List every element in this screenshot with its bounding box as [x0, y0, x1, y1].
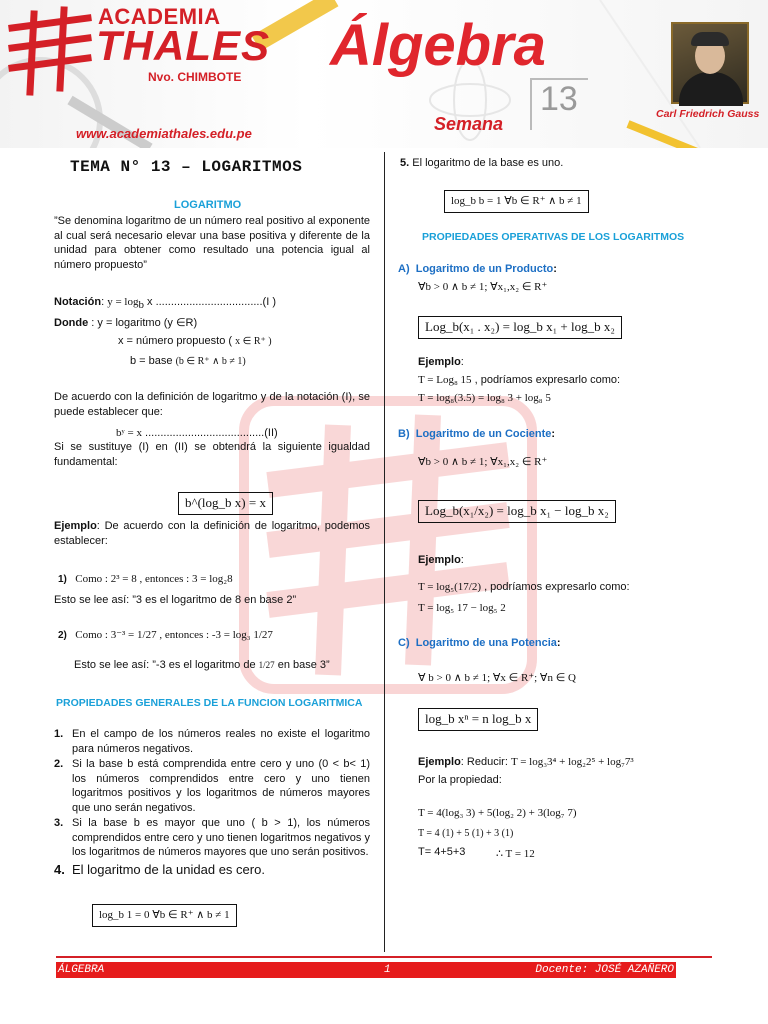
donde-b: [130, 354, 246, 370]
notacion-base: b: [138, 299, 144, 312]
example-1: [58, 572, 233, 588]
item-5: [400, 156, 563, 171]
subsection-b: B) Logaritmo de un Cociente:: [398, 428, 556, 440]
subsection-c-condition: ∀ b > 0 ∧ b ≠ 1; ∀x ∈ R⁺; ∀n ∈ Q: [418, 672, 576, 684]
eq2-dots: .......................................(II): [145, 427, 278, 439]
sustituye-text: Si se sustituye (I) en (II) se obtendrá la siguiente igualdad fundamental:: [54, 441, 370, 468]
example-2: [58, 628, 273, 644]
page-title: TEMA N° 13 – LOGARITMOS: [70, 158, 303, 176]
subsection-b-label: B): [398, 428, 410, 440]
notacion-formula: y = log: [107, 296, 139, 308]
example-2-text: Como : 3⁻³ = 1/27 , entonces : -3 = log₃ 1/27: [75, 629, 273, 641]
subsection-b-example-1: [418, 580, 630, 595]
list-item-text: En el campo de los números reales no existe el logaritmo para números negativos.: [72, 728, 370, 755]
example-2-reading-b: en base 3”: [277, 659, 330, 671]
week-number: 13: [540, 80, 578, 118]
item-5-num: 5.: [400, 157, 410, 169]
subsection-a-label: A): [398, 263, 410, 275]
list-item: [54, 727, 370, 756]
section-heading-logaritmo: LOGARITMO: [174, 199, 242, 211]
ejemplo-label: Ejemplo: [418, 356, 461, 368]
list-item-num: 2.: [54, 758, 64, 770]
list-item: [54, 816, 370, 860]
deacuerdo-text: De acuerdo con la definición de logaritmo y de la notación (I), se puede establecer que:: [54, 391, 370, 418]
subject-title: Álgebra: [330, 13, 546, 78]
power-rule-box: log_b xⁿ = n log_b x: [418, 708, 538, 731]
subsection-a-example-2: T = log₈(3.5) = log₈ 3 + log₈ 5: [418, 392, 551, 404]
fundamental-identity-box: b^(log_b x) = x: [178, 492, 273, 515]
subsection-b-ejemplo: Ejemplo:: [418, 554, 464, 566]
eq2-math: bʸ = x: [116, 427, 142, 439]
donde-x: [118, 334, 272, 350]
list-item-text: Si la base b es mayor que uno ( b > 1), los números comprendidos entre cero y uno tienen logaritmos negativos y los logaritmos de números mayores que uno serán positivos.: [72, 817, 370, 858]
section-heading-propiedades-generales: PROPIEDADES GENERALES DE LA FUNCION LOGARITMICA: [56, 697, 363, 709]
page-footer: [56, 962, 676, 978]
gauss-portrait: [671, 22, 749, 104]
subsection-b-example-2: T = log₅ 17 − log₅ 2: [418, 602, 506, 614]
donde-label: Donde: [54, 317, 89, 329]
subsection-b-condition: ∀b > 0 ∧ b ≠ 1; ∀x₁,x₂ ∈ R⁺: [418, 456, 548, 468]
thales-logo-icon: [8, 6, 92, 96]
donde-y: : y = logaritmo (y ∈R): [91, 317, 198, 329]
list-item: [54, 861, 370, 879]
subsection-a-condition: ∀b > 0 ∧ b ≠ 1; ∀x₁,x₂ ∈ R⁺: [418, 281, 548, 293]
quotient-rule-box: Log_b(x₁/x₂) = log_b x₁ − log_b x₂: [418, 500, 616, 523]
power-example-math: T = log₃3⁴ + log₂2⁵ + log₇7³: [510, 756, 634, 768]
ejemplo-label: Ejemplo: [418, 554, 461, 566]
subsection-a-title: Logaritmo de un Producto: [415, 263, 554, 275]
properties-list: [54, 727, 370, 879]
subsection-a: A) Logaritmo de un Producto:: [398, 263, 557, 275]
subsection-c: C) Logaritmo de una Potencia:: [398, 637, 561, 649]
footer-teacher: Docente: JOSÉ AZAÑERO: [535, 964, 674, 976]
donde-b-text: b = base: [130, 355, 173, 367]
section-heading-propiedades-operativas: PROPIEDADES OPERATIVAS DE LOS LOGARITMOS: [422, 231, 685, 243]
power-result: ∴ T = 12: [496, 848, 535, 860]
quotient-example-text: , podríamos expresarlo como:: [484, 581, 630, 593]
brand-name: THALES: [96, 22, 270, 69]
example-1-text: Como : 2³ = 8 , entonces : 3 = log₂8: [75, 573, 233, 585]
ejemplo-label: Ejemplo: [418, 756, 461, 768]
notacion-rest: x ...................................(I ): [147, 296, 276, 308]
example-2-reading-a: Esto se lee así: ”-3 es el logaritmo de: [74, 659, 256, 671]
website-link[interactable]: www.academiathales.edu.pe: [76, 126, 252, 141]
donde-x-text: x = número propuesto (: [118, 335, 233, 347]
power-step-3: T= 4+5+3: [418, 846, 466, 858]
product-example-math: T = Log₈ 15: [418, 374, 472, 386]
list-item-text: El logaritmo de la unidad es cero.: [72, 861, 265, 877]
power-example-text: : Reducir:: [460, 756, 508, 768]
ejemplo-text: : De acuerdo con la definición de logaritmo, podemos establecer:: [54, 520, 370, 547]
example-1-num: 1): [58, 574, 67, 585]
quotient-example-math: T = log₅(17/2): [418, 581, 481, 593]
portrait-caption: Carl Friedrich Gauss: [656, 108, 760, 120]
notacion-line: Notación: $y = \log_b x$ ...................................(I ): [54, 296, 276, 312]
week-label: Semana: [434, 114, 504, 134]
donde-line: [54, 316, 197, 331]
list-item-text: Si la base b está comprendida entre cero y uno (0 < b< 1) los números comprendidos entre cero y uno tienen logaritmos positivos y los logaritmos de números mayores que uno serán negativos.: [72, 758, 370, 814]
list-item: [54, 757, 370, 815]
example-2-reading: [74, 658, 330, 673]
product-rule-box: Log_b(x₁ . x₂) = log_b x₁ + log_b x₂: [418, 316, 622, 339]
subsection-c-ejemplo: [418, 755, 634, 770]
notacion-label: Notación: [54, 296, 102, 308]
power-step-1: T = 4(log₃ 3) + 5(log₂ 2) + 3(log₇ 7): [418, 807, 577, 819]
subsection-b-title: Logaritmo de un Cociente: [415, 428, 552, 440]
ejemplo-label: Ejemplo: [54, 520, 97, 532]
list-item-num: 3.: [54, 817, 64, 829]
ejemplo-intro: [54, 519, 370, 548]
page-header: [0, 0, 768, 148]
academy-label: ACADEMIA: [98, 4, 221, 29]
branch-name: Nvo. CHIMBOTE: [148, 70, 242, 84]
footer-subject: ÁLGEBRA: [58, 964, 105, 976]
item-5-text: El logaritmo de la base es uno.: [412, 157, 564, 169]
donde-b-math: (b ∈ R⁺ ∧ b ≠ 1): [175, 356, 246, 367]
product-example-text: , podríamos expresarlo como:: [474, 374, 621, 386]
list-item-num: 1.: [54, 728, 64, 740]
footer-page-number: 1: [384, 964, 391, 976]
example-2-fraction: 1/27: [258, 660, 275, 670]
example-2-num: 2): [58, 630, 67, 641]
donde-x-math: x ∈ R⁺ ): [235, 336, 272, 347]
subsection-a-example-1: [418, 373, 620, 388]
list-item-num: 4.: [54, 861, 65, 877]
power-step-2: T = 4 (1) + 5 (1) + 3 (1): [418, 828, 514, 839]
subsection-c-title: Logaritmo de una Potencia: [415, 637, 557, 649]
column-divider: [384, 152, 385, 952]
eq2-line: [116, 426, 278, 441]
example-1-reading: Esto se lee así: ”3 es el logaritmo de 8 en base 2”: [54, 594, 297, 606]
definition-text: ”Se denomina logaritmo de un número real positivo al exponente al cual será necesario elevar una base positiva y diferente de la unidad para obtener como resultado una potencia igual al número propuesto”: [54, 215, 370, 271]
por-la-propiedad: Por la propiedad:: [418, 774, 502, 786]
subsection-a-ejemplo: Ejemplo:: [418, 356, 464, 368]
log-of-one-box: log_b 1 = 0 ∀b ∈ R⁺ ∧ b ≠ 1: [92, 904, 237, 927]
subsection-c-label: C): [398, 637, 410, 649]
footer-divider: [56, 956, 712, 958]
log-of-base-box: log_b b = 1 ∀b ∈ R⁺ ∧ b ≠ 1: [444, 190, 589, 213]
